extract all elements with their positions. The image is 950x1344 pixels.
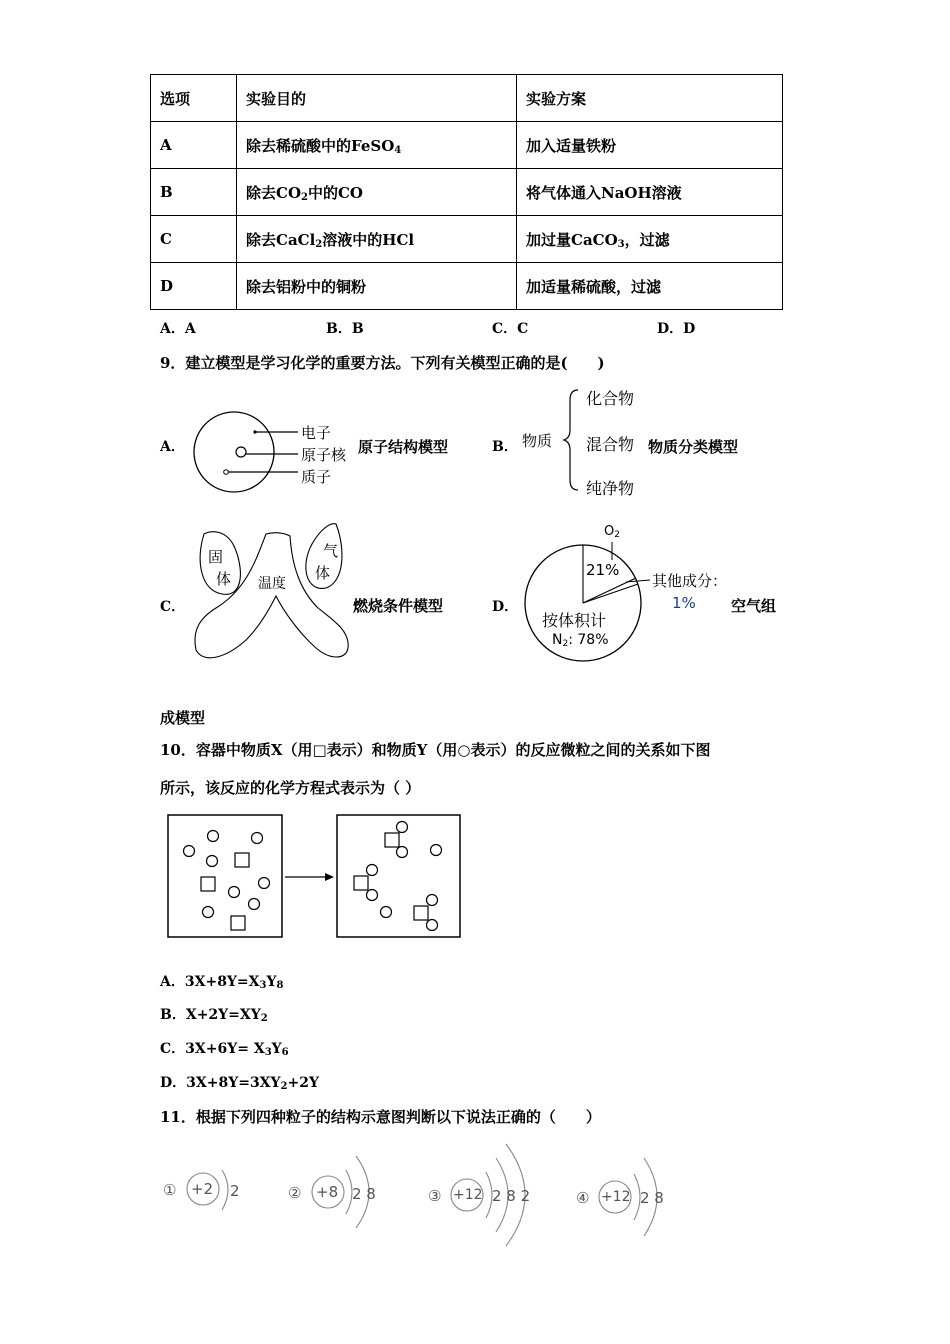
label-by-volume: 按体积计 <box>542 611 607 630</box>
label-solid-2: 体 <box>216 570 232 588</box>
q10-stem-line2: 所示，该反应的化学方程式表示为（ ） <box>160 779 421 797</box>
row-option: C <box>151 216 237 263</box>
q10-stem-line1: 10．容器中物质X（用□表示）和物质Y（用○表示）的反应微粒之间的关系如下图 <box>160 741 711 759</box>
row-option: B <box>151 169 237 216</box>
label-solid-1: 固 <box>208 548 224 566</box>
q10-choice-a[interactable]: A．$3X+8Y=X_3Y_8$ <box>160 974 284 991</box>
header-option: 选项 <box>151 75 237 122</box>
label-o2: O2 <box>604 524 620 540</box>
particle-2-number: ② <box>288 1184 302 1202</box>
row-plan: 加过量CaCO$_3$，过滤 <box>517 216 783 263</box>
label-proton: 质子 <box>301 468 332 486</box>
label-compound: 化合物 <box>586 389 635 408</box>
particle-4-number: ④ <box>576 1189 590 1207</box>
row-goal: 除去$CO_2$中的CO <box>237 169 517 216</box>
q9-d-caption: 空气组 <box>731 597 777 615</box>
particle-2-nucleus: +8 <box>316 1183 339 1201</box>
particle-4-shells: 2 8 <box>640 1189 664 1207</box>
row-goal: 除去铝粉中的铜粉 <box>237 263 517 310</box>
label-mixture: 混合物 <box>586 435 635 454</box>
q9-a-caption: 原子结构模型 <box>358 438 449 456</box>
particle-1-number: ① <box>163 1181 177 1199</box>
q9-stem: 9．建立模型是学习化学的重要方法。下列有关模型正确的是( ) <box>160 354 605 372</box>
q9-c-caption: 燃烧条件模型 <box>353 597 444 615</box>
q10-choice-c[interactable]: C．$3X+6Y= X_3Y_6$ <box>160 1041 289 1058</box>
shell-arc <box>222 1170 228 1210</box>
label-gas-2: 体 <box>315 564 331 582</box>
header-plan: 实验方案 <box>517 75 783 122</box>
q8-choice-a[interactable]: A．A <box>160 321 196 337</box>
q9-b-caption: 物质分类模型 <box>648 438 739 456</box>
q11-stem: 11．根据下列四种粒子的结构示意图判断以下说法正确的（ ） <box>160 1108 601 1126</box>
particle-3-nucleus: +12 <box>453 1187 483 1203</box>
row-option: A <box>151 122 237 169</box>
label-1-percent: 1% <box>672 594 696 612</box>
label-21-percent: 21% <box>586 561 620 579</box>
label-other-components: 其他成分： <box>652 572 728 590</box>
label-electron: 电子 <box>301 424 332 442</box>
q9-choice-a[interactable]: A． <box>160 439 185 455</box>
row-goal: 除去稀硫酸中的FeSO$_4$ <box>237 122 517 169</box>
q8-choice-d[interactable]: D．D <box>657 321 696 337</box>
row-goal: 除去CaCl$_2$溶液中的HCl <box>237 216 517 263</box>
q10-choice-d[interactable]: D．$3X+8Y=3XY_2+2Y$ <box>160 1075 319 1092</box>
row-plan: 加适量稀硫酸，过滤 <box>517 263 783 310</box>
particle-2-shells: 2 8 <box>352 1185 376 1203</box>
q9-choice-d[interactable]: D． <box>492 599 519 615</box>
label-nucleus: 原子核 <box>301 446 347 464</box>
label-pure-substance: 纯净物 <box>586 479 635 498</box>
particle-3-shells: 2 8 2 <box>492 1187 531 1205</box>
label-temperature: 温度 <box>258 576 286 592</box>
particle-1-shells: 2 <box>230 1182 240 1200</box>
q9-choice-c[interactable]: C． <box>160 599 186 615</box>
q9-choice-b[interactable]: B． <box>492 439 518 455</box>
row-plan: 将气体通入NaOH溶液 <box>517 169 783 216</box>
label-substance: 物质 <box>522 432 553 450</box>
q8-choice-b[interactable]: B．B <box>326 321 364 337</box>
q9-d-caption-continued: 成模型 <box>160 709 206 727</box>
row-plan: 加入适量铁粉 <box>517 122 783 169</box>
label-gas-1: 气 <box>323 542 339 560</box>
q10-choice-b[interactable]: B．$X+2Y=XY_2$ <box>160 1007 268 1024</box>
particle-1-nucleus: +2 <box>191 1180 214 1198</box>
row-option: D <box>151 263 237 310</box>
particle-3-number: ③ <box>428 1187 442 1205</box>
particle-4-nucleus: +12 <box>601 1189 631 1205</box>
q8-choice-c[interactable]: C．C <box>492 321 529 337</box>
label-n2: N2: 78% <box>552 632 609 649</box>
header-goal: 实验目的 <box>237 75 517 122</box>
